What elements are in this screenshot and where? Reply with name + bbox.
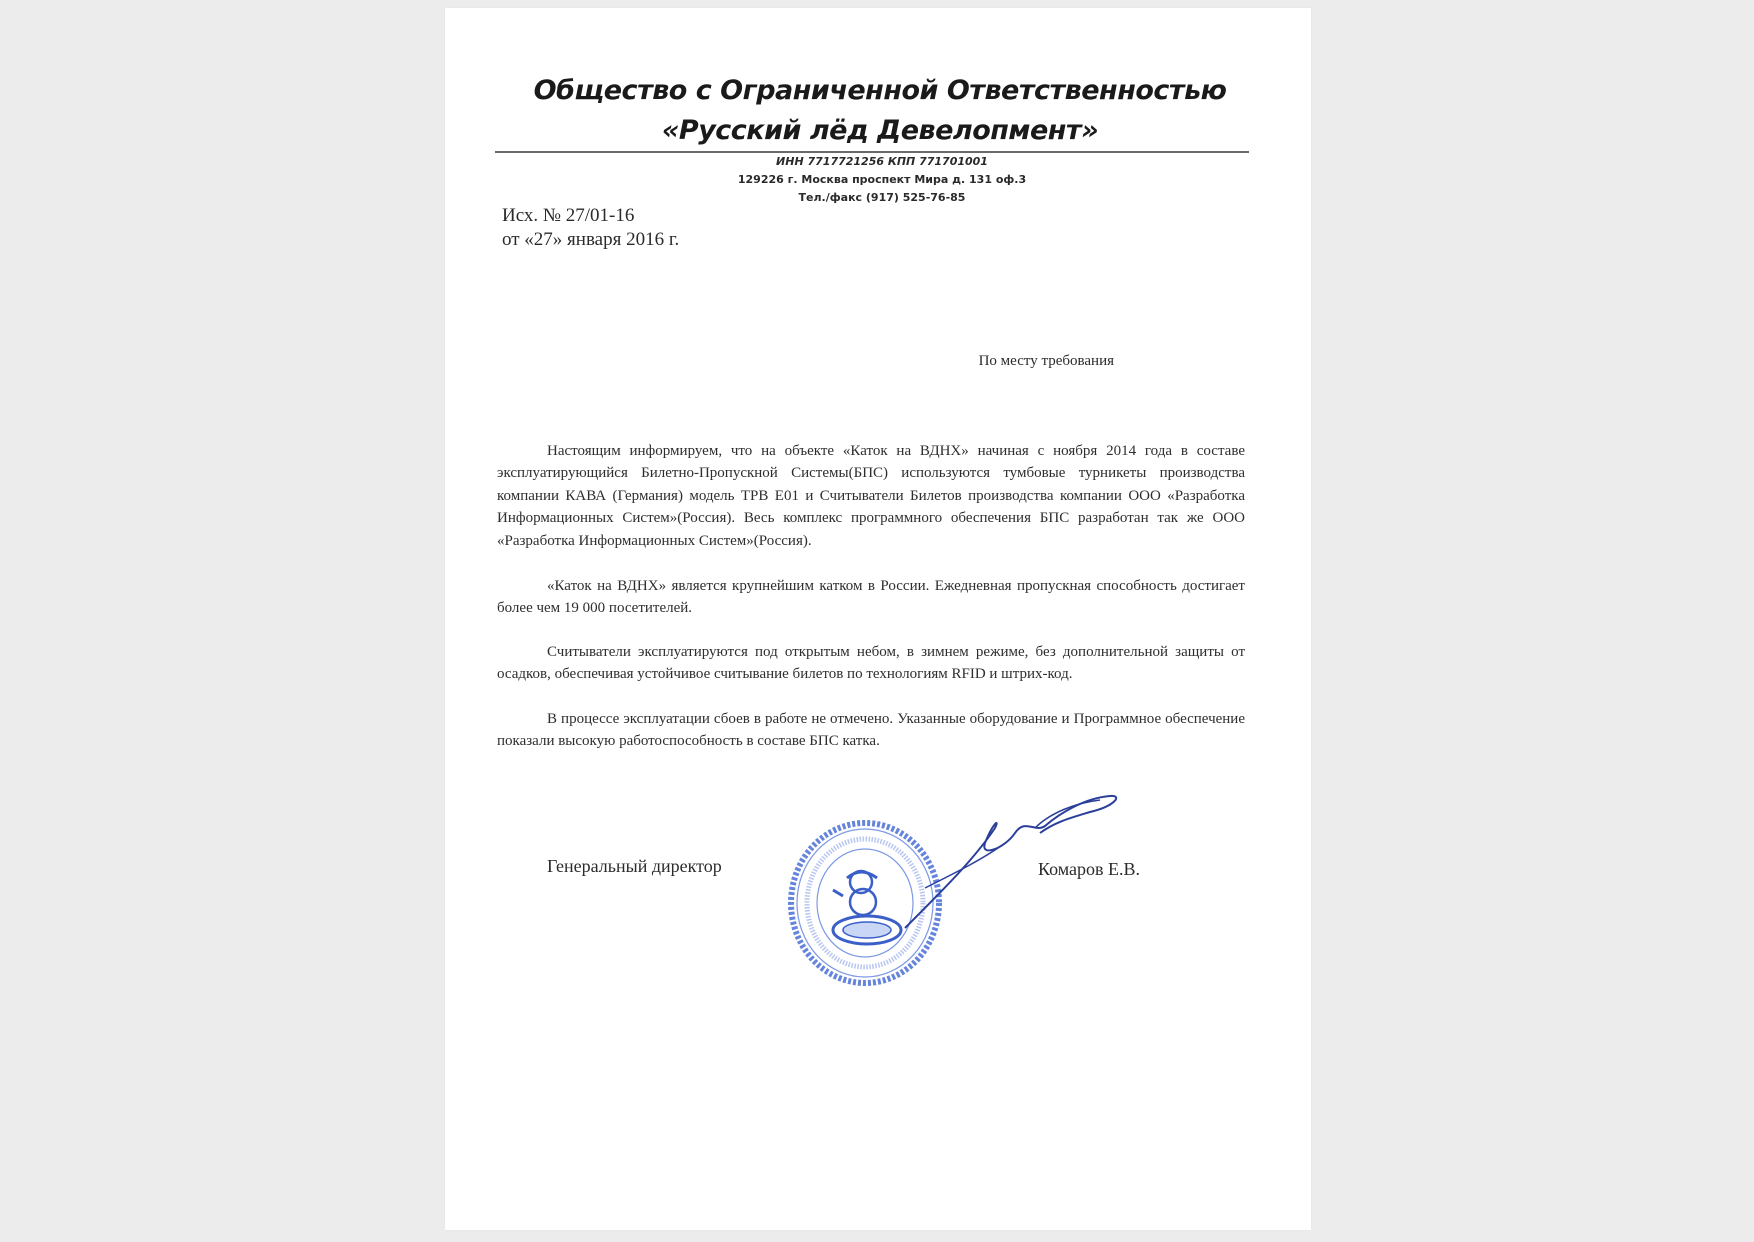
addressee: По месту требования: [978, 353, 1114, 369]
company-address: 129226 г. Москва проспект Мира д. 131 оф.3: [737, 173, 1027, 186]
paragraph-text: Настоящим информируем, что на объекте «Каток на ВДНХ» начиная с ноября 2014 года в составе эксплуатирующийся Билетно-Пропускной Системы(БПС) используются тумбовые турникеты производства компании КАВА (Германия) модель ТРВ Е01 и Считыватели Билетов производства компании ООО «Разработка Информационных Систем»(Россия). Весь комплекс программного обеспечения БПС разработан так же ООО «Разработка Информационных Систем»(Россия).: [497, 443, 1245, 549]
reference-number: Исх. № 27/01-16: [502, 205, 635, 226]
letter-paragraph-1: [497, 440, 1245, 552]
organization-brand: «Русский лёд Девелопмент»: [661, 115, 1099, 146]
letter-paragraph-4: [497, 708, 1245, 753]
outgoing-reference: [502, 204, 679, 252]
paragraph-text: «Каток на ВДНХ» является крупнейшим катком в России. Ежедневная пропускная способность достигает более чем 19 000 посетителей.: [497, 578, 1245, 617]
inn-kpp: ИНН 7717721256 КПП 771701001: [776, 155, 988, 168]
letter-paragraph-3: [497, 641, 1245, 686]
company-phone: Тел./факс (917) 525-76-85: [798, 191, 966, 204]
letter-page: [445, 8, 1311, 1230]
signer-name: Комаров Е.В.: [1038, 859, 1141, 879]
letter-paragraph-2: [497, 575, 1245, 620]
organization-name: Общество с Ограниченной Ответственностью: [533, 75, 1227, 106]
paragraph-text: Считыватели эксплуатируются под открытым небом, в зимнем режиме, без дополнительной защиты от осадков, обеспечивая устойчивое считывание билетов по технологиям RFID и штрих-код.: [497, 644, 1245, 683]
signer-position: Генеральный директор: [547, 856, 722, 876]
company-requisites: [445, 153, 1311, 207]
paragraph-text: В процессе эксплуатации сбоев в работе не отмечено. Указанные оборудование и Программное обеспечение показали высокую работоспособность в составе БПС катка.: [497, 711, 1245, 750]
reference-date: от «27» января 2016 г.: [502, 229, 680, 250]
